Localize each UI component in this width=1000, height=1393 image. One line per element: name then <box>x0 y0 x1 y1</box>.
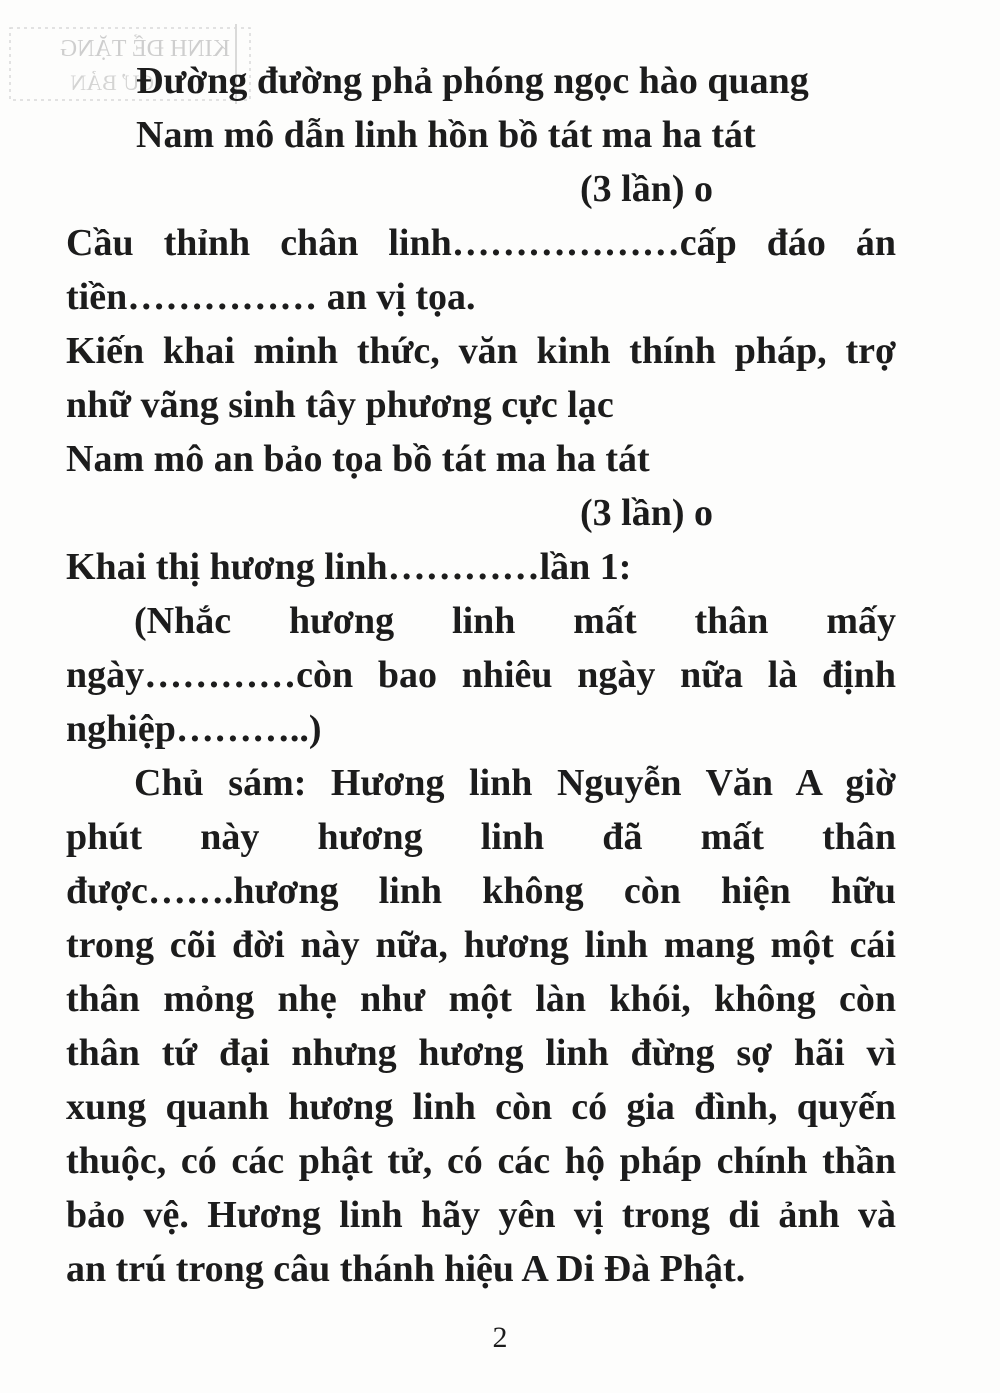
text-line-19: thân tứ đại nhưng hương linh đừng sợ hãi vì <box>66 1032 896 1074</box>
text-line-5: tiền…………… an vị tọa. <box>66 276 476 318</box>
text-line-15: phút này hương linh đã mất thân <box>66 816 896 858</box>
text-line-10: Khai thị hương linh…………lần 1: <box>66 546 632 588</box>
text-line-12: ngày…………còn bao nhiêu ngày nữa là định <box>66 654 896 696</box>
text-line-1: Đường đường phả phóng ngọc hào quang <box>136 60 809 102</box>
text-line-23: an trú trong câu thánh hiệu A Di Đà Phật. <box>66 1248 746 1290</box>
text-line-11: (Nhắc hương linh mất thân mấy <box>134 600 896 642</box>
page-number: 2 <box>492 1321 508 1354</box>
text-line-17: trong cõi đời này nữa, hương linh mang một cái <box>66 924 896 966</box>
text-line-3: (3 lần) o <box>580 168 713 210</box>
text-line-14: Chủ sám: Hương linh Nguyễn Văn A giờ <box>134 762 896 804</box>
text-line-6: Kiến khai minh thức, văn kinh thính pháp, trợ <box>66 330 896 372</box>
text-line-9: (3 lần) o <box>580 492 713 534</box>
text-line-2: Nam mô dẫn linh hồn bồ tát ma ha tát <box>136 114 756 156</box>
text-line-16: được…….hương linh không còn hiện hữu <box>66 870 896 912</box>
text-line-21: thuộc, có các phật tử, có các hộ pháp chính thần <box>66 1140 896 1182</box>
stamp-text-1: KINH ĐỂ TẶNG <box>59 36 230 62</box>
text-line-13: nghiệp………..) <box>66 708 322 750</box>
stamp-text-2: CƯ BẢN <box>70 70 154 95</box>
text-line-4: Cầu thỉnh chân linh………………cấp đáo án <box>66 222 896 264</box>
text-line-7: nhữ vãng sinh tây phương cực lạc <box>66 384 614 426</box>
text-line-20: xung quanh hương linh còn có gia đình, quyến <box>66 1086 896 1128</box>
text-line-8: Nam mô an bảo tọa bồ tát ma ha tát <box>66 438 650 480</box>
text-line-18: thân mỏng nhẹ như một làn khói, không còn <box>66 978 896 1020</box>
document-body <box>66 54 896 1296</box>
text-line-22: bảo vệ. Hương linh hãy yên vị trong di ảnh và <box>66 1194 896 1236</box>
